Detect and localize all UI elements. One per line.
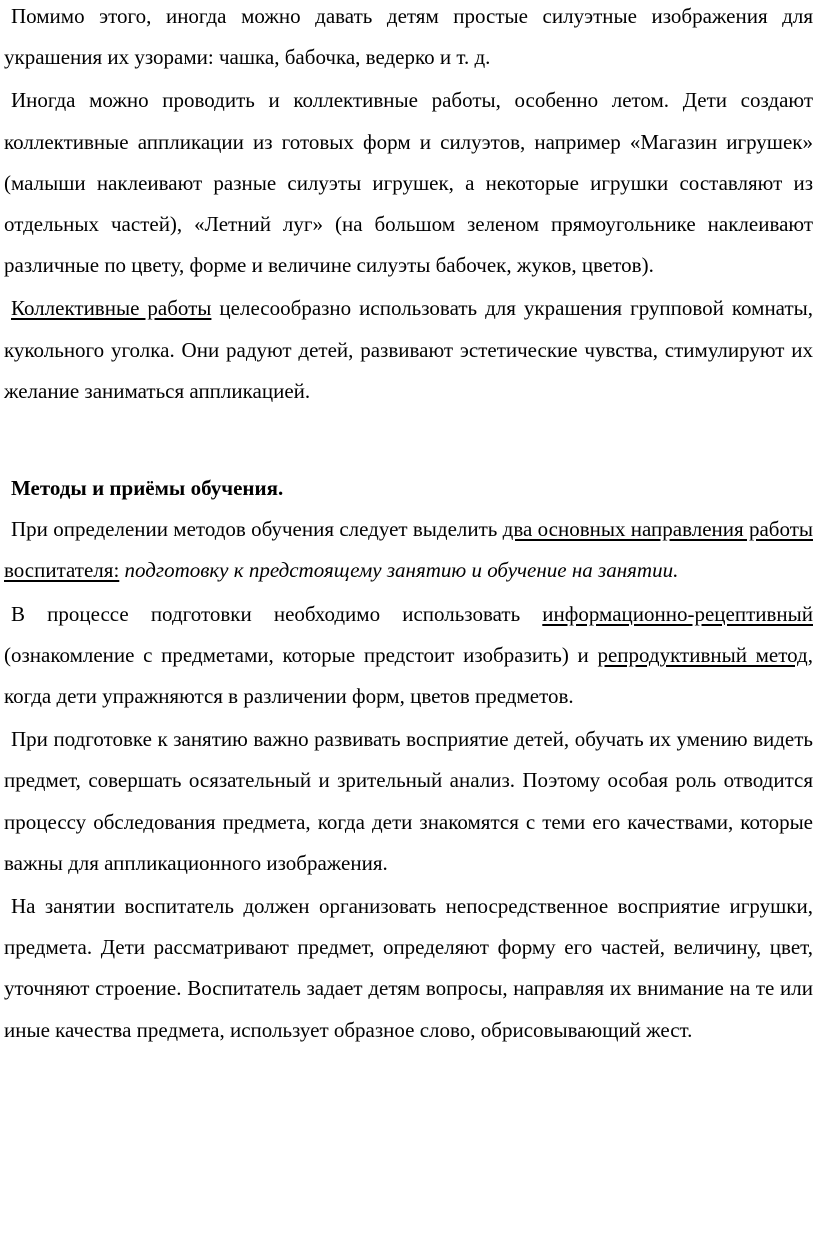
paragraph-text: В процессе подготовки необходимо использовать [11, 601, 543, 626]
paragraph-lesson-perception: На занятии воспитатель должен организовать непосредственное восприятие игрушки, предмета. Дети рассматривают предмет, определяют форму его частей, величину, цвет, уточняют строение. Воспитатель задает детям вопросы, направляя их внимание на те или иные качества предмета, использует образное слово, обрисовывающий жест. [4, 894, 813, 1042]
italic-phrase-preparation-and-training: подготовку к предстоящему занятию и обучение на занятии. [124, 558, 679, 583]
paragraph-silhouette-images: Помимо этого, иногда можно давать детям простые силуэтные изображения для украшения их узорами: чашка, бабочка, ведерко и т. д. [4, 4, 813, 70]
paragraph-collective-works-purpose [4, 288, 813, 412]
underlined-term-reproductive-method: репродуктивный метод [597, 642, 808, 667]
underlined-term-informational-receptive: информационно-рецептивный [542, 601, 813, 626]
paragraph-collective-works: Иногда можно проводить и коллективные работы, особенно летом. Дети создают коллективные аппликации из готовых форм и силуэтов, например «Магазин игрушек» (малыши наклеивают разные силуэты игрушек, а некоторые игрушки составляют из отдельных частей), «Летний луг» (на большом зеленом прямоугольнике наклеивают различные по цвету, форме и величине силуэты бабочек, жуков, цветов). [4, 88, 813, 278]
paragraph-text: При определении методов обучения следует выделить [11, 517, 503, 542]
underlined-term-collective-works: Коллективные работы [11, 296, 212, 321]
underlined-term-two-directions: два основных направления работы воспитателя: [4, 517, 813, 583]
paragraph-text: целесообразно использовать для украшения групповой комнаты, кукольного уголка. Они радуют детей, развивают эстетические чувства, стимулируют их желание заниматься аппликацией. [4, 296, 813, 403]
paragraph-teaching-methods [4, 509, 813, 591]
paragraph-perception-development: При подготовке к занятию важно развивать восприятие детей, обучать их умению видеть предмет, совершать осязательный и зрительный анализ. Поэтому особая роль отводится процессу обследования предмета, когда дети знакомятся с теми его качествами, которые важны для аппликационного изображения. [4, 727, 813, 875]
section-heading-methods: Методы и приёмы обучения. [11, 476, 284, 501]
paragraph-text: (ознакомление с предметами, которые предстоит изобразить) и [4, 642, 598, 667]
paragraph-text: , когда дети упражняются в различении форм, цветов предметов. [4, 642, 813, 709]
paragraph-preparation-methods [4, 594, 813, 718]
